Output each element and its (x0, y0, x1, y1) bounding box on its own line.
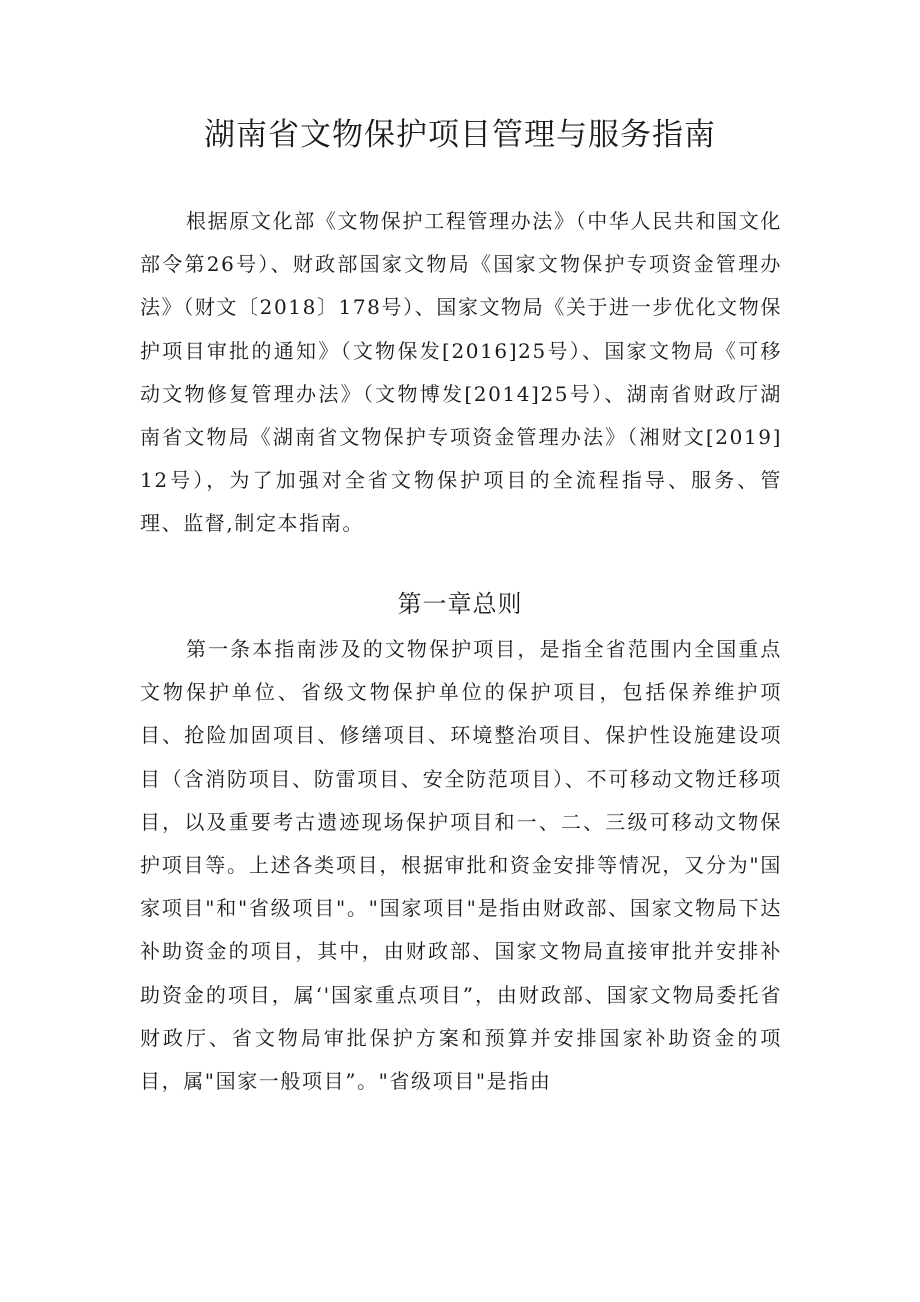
article-1-paragraph: 第一条本指南涉及的文物保护项目，是指全省范围内全国重点文物保护单位、省级文物保护单位的保护项目，包括保养维护项目、抢险加固项目、修缮项目、环境整治项目、保护性设施建设项目（含消防项目、防雷项目、安全防范项目）、不可移动文物迁移项目，以及重要考古遗迹现场保护项目和一、二、三级可移动文物保护项目等。上述各类项目，根据审批和资金安排等情况，又分为"国家项目"和"省级项目"。"国家项目"是指由财政部、国家文物局下达补助资金的项目，其中，由财政部、国家文物局直接审批并安排补助资金的项目，属‘'国家重点项目”，由财政部、国家文物局委托省财政厅、省文物局审批保护方案和预算并安排国家补助资金的项目，属"国家一般项目”。"省级项目"是指由 (140, 637, 782, 1094)
document-title: 湖南省文物保护项目管理与服务指南 (204, 117, 716, 153)
chapter-heading: 第一章总则 (397, 590, 523, 618)
preamble-paragraph: 根据原文化部《文物保护工程管理办法》（中华人民共和国文化部令第26号）、财政部国家文物局《国家文物保护专项资金管理办法》（财文〔2018〕178号）、国家文物局《关于进一步优化文物保护项目审批的通知》（文物保发[2016]25号）、国家文物局《可移动文物修复管理办法》（文物博发[2014]25号）、湖南省财政厅湖南省文物局《湖南省文物保护专项资金管理办法》（湘财文[2019]12号），为了加强对全省文物保护项目的全流程指导、服务、管理、监督,制定本指南。 (140, 209, 782, 536)
